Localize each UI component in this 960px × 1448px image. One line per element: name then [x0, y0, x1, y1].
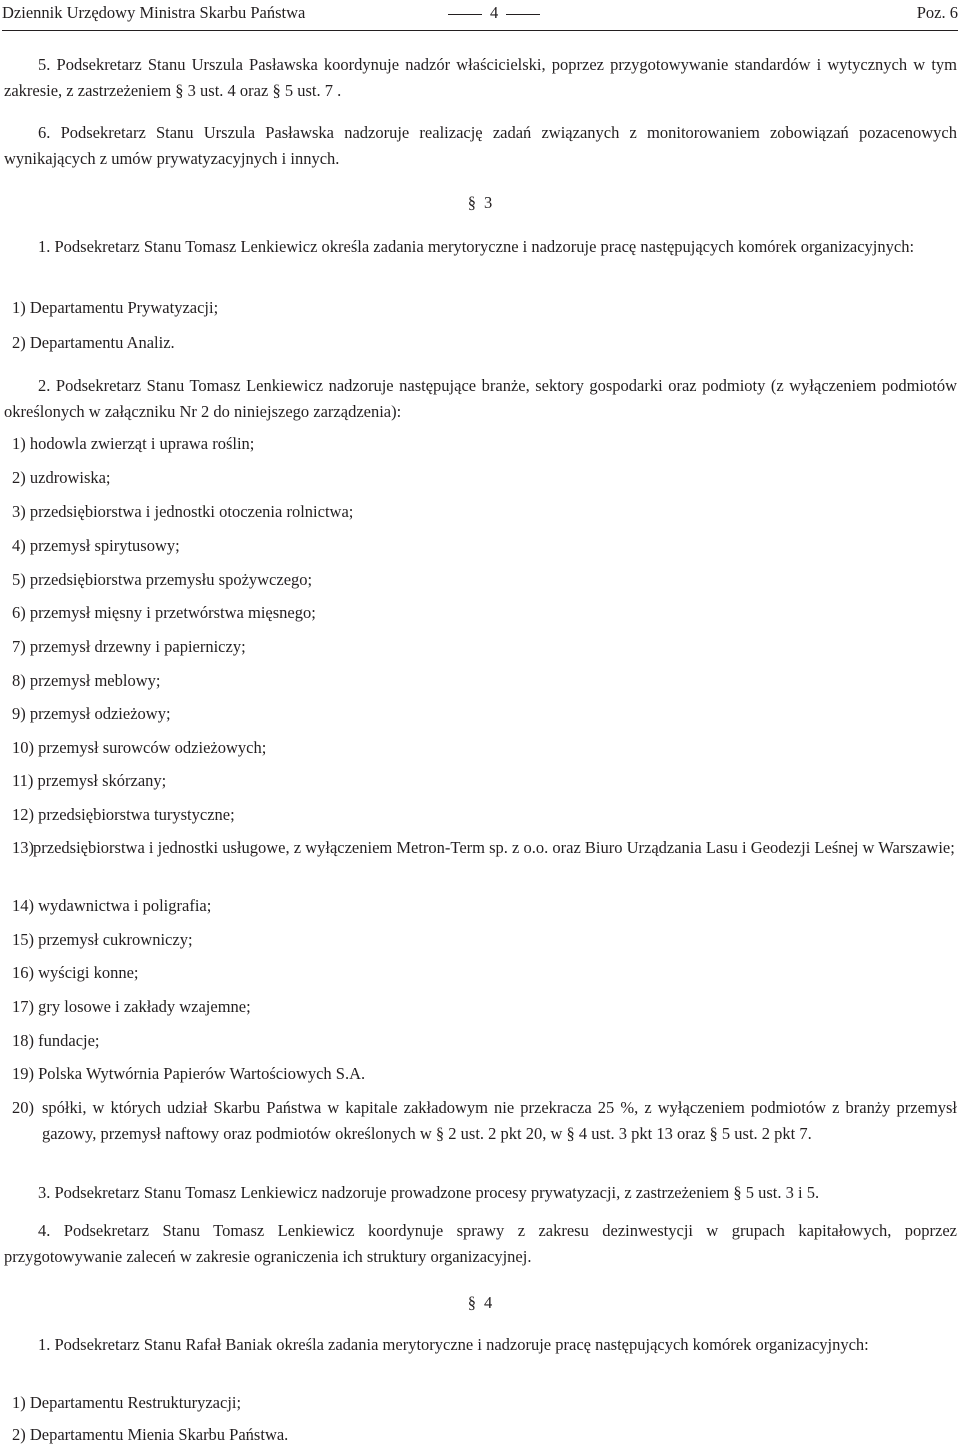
list-item-number: 20)	[12, 1098, 34, 1117]
list-item-13	[12, 835, 957, 861]
list-item: 16) wyścigi konne;	[12, 963, 139, 982]
page-header	[0, 0, 960, 26]
s3-paragraph-2: 2. Podsekretarz Stanu Tomasz Lenkiewicz nadzoruje następujące branże, sektory gospodarki oraz podmioty (z wyłączeniem podmiotów określonych w załączniku Nr 2 do niniejszego zarządzenia):	[4, 376, 957, 421]
list-item: 12) przedsiębiorstwa turystyczne;	[12, 805, 235, 824]
list-item: 2) uzdrowiska;	[12, 468, 111, 487]
list-item-number: 13)	[12, 838, 34, 857]
page-number-value: 4	[490, 3, 499, 22]
list-item: 18) fundacje;	[12, 1031, 100, 1050]
list-item: 11) przemysł skórzany;	[12, 771, 167, 790]
section-number: 3	[484, 193, 493, 212]
list-item: 8) przemysł meblowy;	[12, 671, 161, 690]
list-item: 3) przedsiębiorstwa i jednostki otoczenia rolnictwa;	[12, 502, 354, 521]
dash-right	[506, 14, 540, 15]
header-rule	[2, 30, 958, 31]
section-4-heading	[0, 1290, 960, 1316]
list-item: 2) Departamentu Mienia Skarbu Państwa.	[12, 1425, 289, 1444]
list-item-text: przedsiębiorstwa i jednostki usługowe, z wyłączeniem Metron-Term sp. z o.o. oraz Biuro Urządzania Lasu i Geodezji Leśnej w Warszawie;	[33, 838, 955, 857]
paragraph-6: 6. Podsekretarz Stanu Urszula Pasławska nadzoruje realizację zadań związanych z monitorowaniem zobowiązań pozacenowych wynikających z umów prywatyzacyjnych i innych.	[4, 123, 957, 168]
list-item: 19) Polska Wytwórnia Papierów Wartościowych S.A.	[12, 1064, 366, 1083]
list-item: 1) Departamentu Restrukturyzacji;	[12, 1393, 242, 1412]
paragraph-5: 5. Podsekretarz Stanu Urszula Pasławska koordynuje nadzór właścicielski, poprzez przygotowywanie standardów i wytycznych w tym zakresie, z zastrzeżeniem § 3 ust. 4 oraz § 5 ust. 7 .	[4, 55, 957, 100]
section-number: 4	[484, 1293, 493, 1312]
list-item: 9) przemysł odzieżowy;	[12, 704, 171, 723]
list-item: 1) hodowla zwierząt i uprawa roślin;	[12, 434, 255, 453]
list-item: 7) przemysł drzewny i papierniczy;	[12, 637, 246, 656]
s3-paragraph-3: 3. Podsekretarz Stanu Tomasz Lenkiewicz nadzoruje prowadzone procesy prywatyzacji, z zastrzeżeniem § 5 ust. 3 i 5.	[38, 1183, 820, 1202]
list-item-text: spółki, w których udział Skarbu Państwa w kapitale zakładowym nie przekracza 25 %, z wyłączeniem podmiotów z branży przemysł gazowy, przemysł naftowy oraz podmiotów określonych w § 2 ust. 2 pkt 20, w § 4 ust. 3 pkt 13 oraz § 5 ust. 2 pkt 7.	[42, 1098, 957, 1143]
list-item: 17) gry losowe i zakłady wzajemne;	[12, 997, 251, 1016]
list-item: 14) wydawnictwa i poligrafia;	[12, 896, 212, 915]
list-item: 2) Departamentu Analiz.	[12, 333, 175, 352]
dash-left	[448, 14, 482, 15]
list-item: 4) przemysł spirytusowy;	[12, 536, 180, 555]
list-item: 15) przemysł cukrowniczy;	[12, 930, 193, 949]
section-sign: §	[467, 193, 476, 212]
page-number	[440, 0, 548, 26]
s4-paragraph-1: 1. Podsekretarz Stanu Rafał Baniak określa zadania merytoryczne i nadzoruje pracę następujących komórek organizacyjnych:	[38, 1335, 869, 1354]
list-item: 10) przemysł surowców odzieżowych;	[12, 738, 267, 757]
list-item: 5) przedsiębiorstwa przemysłu spożywczego;	[12, 570, 313, 589]
section-3-heading	[0, 190, 960, 216]
list-item: 6) przemysł mięsny i przetwórstwa mięsnego;	[12, 603, 316, 622]
section-sign: §	[467, 1293, 476, 1312]
s3-paragraph-4: 4. Podsekretarz Stanu Tomasz Lenkiewicz koordynuje sprawy z zakresu dezinwestycji w grupach kapitałowych, poprzez przygotowywanie zaleceń w zakresie ograniczenia ich struktury organizacyjnej.	[4, 1221, 957, 1266]
list-item-20	[12, 1095, 957, 1147]
s3-paragraph-1: 1. Podsekretarz Stanu Tomasz Lenkiewicz określa zadania merytoryczne i nadzoruje pracę następujących komórek organizacyjnych:	[38, 237, 915, 256]
position-label: Poz. 6	[916, 3, 958, 22]
list-item: 1) Departamentu Prywatyzacji;	[12, 298, 219, 317]
journal-title: Dziennik Urzędowy Ministra Skarbu Państwa	[2, 3, 306, 22]
